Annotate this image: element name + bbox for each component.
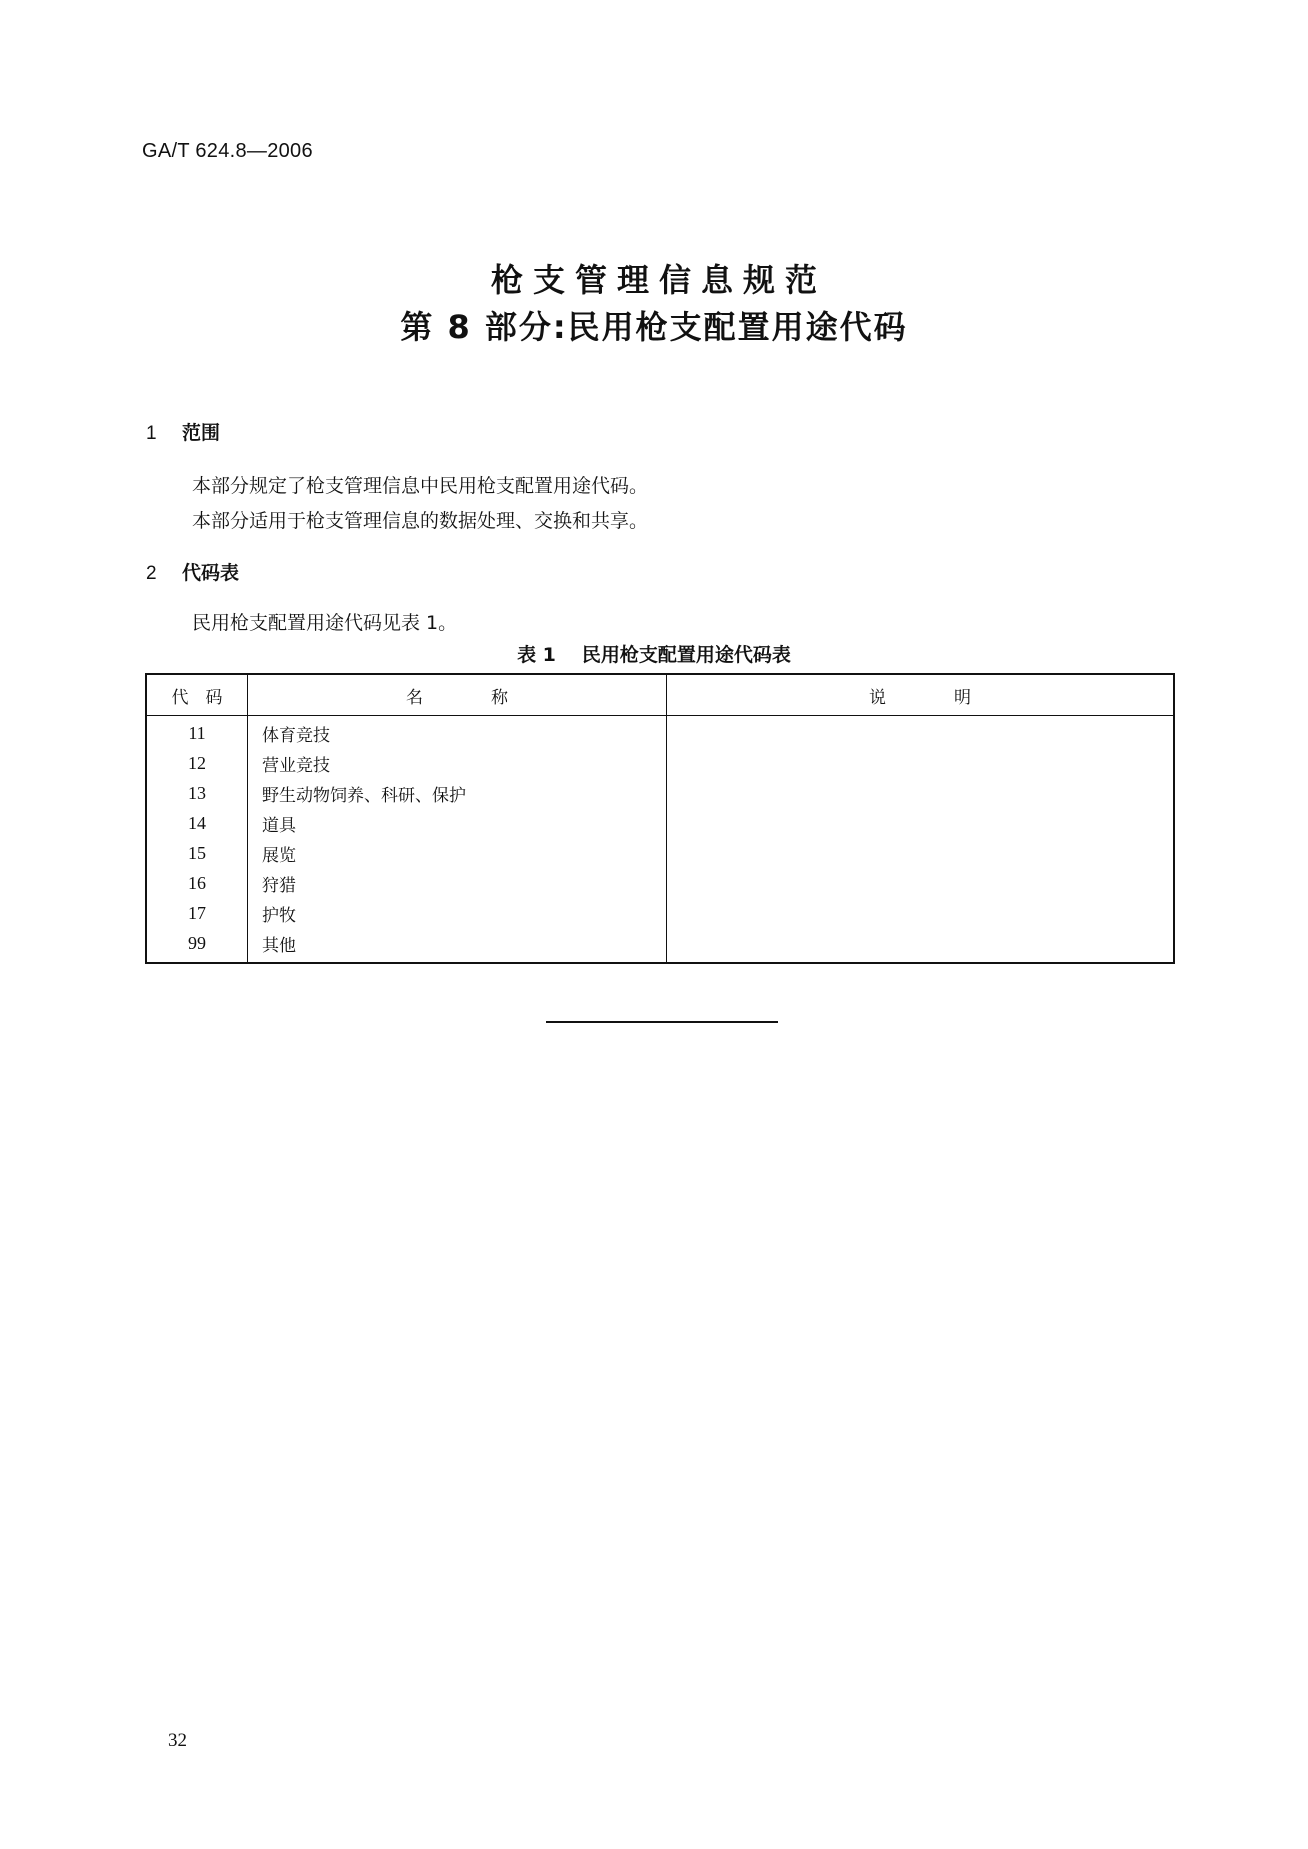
section-heading-code-table xyxy=(146,558,239,585)
cell-desc xyxy=(667,928,1175,963)
cell-code: 15 xyxy=(188,842,206,863)
header-code: 代 码 xyxy=(146,674,248,716)
cell-desc xyxy=(667,716,1175,749)
code-table xyxy=(145,673,1175,964)
cell-code: 14 xyxy=(188,812,206,833)
table-row xyxy=(146,838,1174,868)
table-row xyxy=(146,898,1174,928)
header-name: 名 称 xyxy=(248,674,667,716)
cell-name: 营业竞技 xyxy=(248,748,667,778)
table-row xyxy=(146,868,1174,898)
table-caption xyxy=(0,640,1308,667)
paragraph: 本部分适用于枪支管理信息的数据处理、交换和共享。 xyxy=(192,510,649,532)
cell-code: 13 xyxy=(188,782,206,803)
section-title: 范围 xyxy=(182,422,221,444)
cell-name: 体育竞技 xyxy=(248,716,667,749)
section-title: 代码表 xyxy=(182,562,240,584)
table-row xyxy=(146,778,1174,808)
section-number: 1 xyxy=(146,423,157,444)
table-row xyxy=(146,716,1174,749)
cell-name: 狩猎 xyxy=(248,868,667,898)
section-heading-scope xyxy=(146,418,220,445)
table-row xyxy=(146,808,1174,838)
cell-code: 99 xyxy=(188,932,206,953)
cell-desc xyxy=(667,838,1175,868)
cell-name: 道具 xyxy=(248,808,667,838)
table-caption-title: 民用枪支配置用途代码表 xyxy=(581,644,791,666)
cell-code: 11 xyxy=(188,722,206,743)
paragraph: 本部分规定了枪支管理信息中民用枪支配置用途代码。 xyxy=(192,475,649,497)
cell-desc xyxy=(667,868,1175,898)
cell-code: 12 xyxy=(188,752,206,773)
document-title: 枪支管理信息规范 xyxy=(490,261,827,299)
table-caption-label: 表 1 xyxy=(517,644,556,666)
page-number: 32 xyxy=(168,1730,187,1751)
header-desc: 说 明 xyxy=(667,674,1175,716)
cell-desc xyxy=(667,808,1175,838)
table-row xyxy=(146,748,1174,778)
document-subtitle: 第 8 部分:民用枪支配置用途代码 xyxy=(400,308,908,346)
end-of-document-rule xyxy=(546,1021,778,1023)
cell-name: 其他 xyxy=(248,928,667,963)
cell-name: 护牧 xyxy=(248,898,667,928)
document-id: GA/T 624.8—2006 xyxy=(142,140,313,162)
cell-desc xyxy=(667,778,1175,808)
table-row xyxy=(146,928,1174,963)
cell-name: 展览 xyxy=(248,838,667,868)
cell-code: 16 xyxy=(188,872,206,893)
cell-name: 野生动物饲养、科研、保护 xyxy=(248,778,667,808)
table-header-row xyxy=(146,674,1174,716)
cell-desc xyxy=(667,748,1175,778)
paragraph: 民用枪支配置用途代码见表 1。 xyxy=(192,612,458,634)
section-number: 2 xyxy=(146,563,157,584)
cell-desc xyxy=(667,898,1175,928)
cell-code: 17 xyxy=(188,902,206,923)
